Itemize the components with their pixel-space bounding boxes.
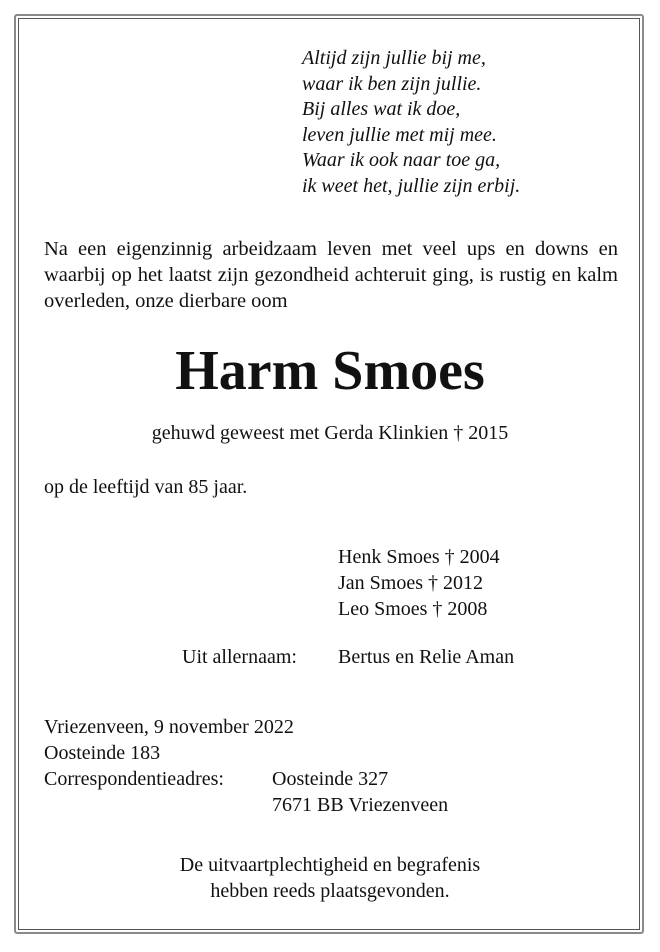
closing-line: hebben reeds plaatsgevonden. xyxy=(210,880,450,902)
correspondence-city: 7671 BB Vriezenveen xyxy=(272,794,449,816)
intro-paragraph: Na een eigenzinnig arbeidzaam leven met veel ups en downs en waarbij op het laatst zijn gezondheid achteruit ging, is rustig en kalm overleden, onze dierbare oom xyxy=(44,238,618,312)
spouse-line: gehuwd geweest met Gerda Klinkien † 2015 xyxy=(151,422,509,444)
brothers-list xyxy=(338,544,500,622)
brother-item: Henk Smoes † 2004 xyxy=(338,546,500,568)
family-label: Uit allernaam: xyxy=(182,646,297,668)
poem xyxy=(302,46,520,199)
age-line: op de leeftijd van 85 jaar. xyxy=(44,476,248,498)
home-street: Oosteinde 183 xyxy=(44,742,161,764)
poem-line: Altijd zijn jullie bij me, xyxy=(302,47,486,69)
brother-item: Leo Smoes † 2008 xyxy=(338,598,488,620)
poem-line: waar ik ben zijn jullie. xyxy=(302,72,482,95)
place-date: Vriezenveen, 9 november 2022 xyxy=(44,716,294,738)
poem-line: leven jullie met mij mee. xyxy=(302,123,497,146)
closing-line: De uitvaartplechtigheid en begrafenis xyxy=(179,854,481,876)
deceased-name: Harm Smoes xyxy=(175,340,485,402)
correspondence-address xyxy=(272,766,448,818)
closing-note xyxy=(0,852,660,904)
correspondence-label: Correspondentieadres: xyxy=(44,768,224,790)
address-block xyxy=(44,714,294,766)
poem-line: ik weet het, jullie zijn erbij. xyxy=(302,174,521,197)
family-value: Bertus en Relie Aman xyxy=(338,646,515,668)
brother-item: Jan Smoes † 2012 xyxy=(338,572,483,594)
correspondence-street: Oosteinde 327 xyxy=(272,768,389,790)
poem-line: Bij alles wat ik doe, xyxy=(302,98,461,120)
poem-line: Waar ik ook naar toe ga, xyxy=(302,149,501,171)
